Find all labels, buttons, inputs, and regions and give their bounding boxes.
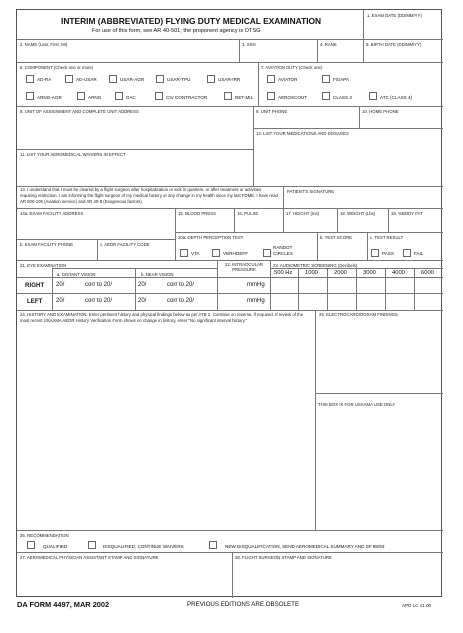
usar-irr-checkbox[interactable] — [207, 75, 215, 83]
vta-checkbox[interactable] — [180, 249, 188, 257]
fail-label: FAIL — [414, 251, 424, 256]
facility-phone-label: b. EXAM FACILITY PHONE — [20, 242, 74, 247]
ssn-label: 3. SSN — [242, 42, 256, 47]
pass-checkbox[interactable] — [371, 249, 379, 257]
body-fat-label: 19. %BODY FAT — [391, 211, 423, 216]
unit-phone-label: 9. UNIT PHONE — [256, 109, 288, 114]
exam-date-field[interactable] — [365, 20, 441, 37]
ssn-field[interactable] — [241, 48, 315, 61]
arng-agr-checkbox[interactable] — [26, 92, 34, 100]
form-title: INTERIM (ABBREVIATED) FLYING DUTY MEDICAL EXAMINATION — [61, 16, 322, 26]
dac-checkbox[interactable] — [115, 92, 123, 100]
test-score-label: b. TEST SCORE — [320, 235, 353, 240]
rank-label: 4. RANK — [320, 42, 337, 47]
verhoeff-label: VERHOEFF — [223, 251, 249, 256]
freq-1000: 1000 — [305, 270, 318, 276]
atc-class-4-label: ATC (CLASS 4) — [380, 95, 413, 100]
eye-exam-label: 21. EYE EXAMINATION — [20, 263, 67, 268]
aeroscout-label: AEROSCOUT — [278, 95, 308, 100]
patient-statement: 13. I understand that I must be cleared by a flight surgeon after hospitalization or sick in quarters, or after treatment or activities requiring restriction. I am informing the flight surgeon of my medical history or any change in my health since my last FDME. I have read AR 600-105 (Aviation service) and AR 40-8 (Exogenous factors). — [20, 187, 278, 204]
arng-checkbox[interactable] — [77, 92, 85, 100]
aeroscout-checkbox[interactable] — [267, 92, 275, 100]
patient-signature-label: PATIENT'S SIGNATURE — [287, 189, 335, 194]
near-vision-label: b. NEAR VISION — [141, 272, 174, 277]
birth-date-label: 5. BIRTH DATE (DD/MM/YY) — [366, 42, 422, 47]
ad-usar-checkbox[interactable] — [65, 75, 73, 83]
new-disqualification-label: NEW DISQUALIFICATION, SEND AEROMEDICAL SUMMARY AND SF 88/93 — [225, 544, 385, 549]
intraocular-pressure-label: 22. INTRAOCULAR PRESSURE — [225, 262, 263, 272]
freq-2000: 2000 — [334, 270, 347, 276]
rank-field[interactable] — [319, 48, 361, 61]
ecg-findings-field[interactable] — [317, 318, 441, 392]
home-phone-label: 10. HOME PHONE — [362, 109, 399, 114]
waivers-label: 11. LIST YOUR AEROMEDICAL WAIVERS IN EFFECT — [20, 152, 126, 157]
weight-field[interactable] — [339, 217, 387, 231]
disqualified-checkbox[interactable] — [88, 541, 96, 549]
pa-stamp-field[interactable] — [19, 561, 229, 596]
birth-date-field[interactable] — [365, 48, 441, 61]
right-eye-label: RIGHT — [25, 282, 45, 289]
class-3-checkbox[interactable] — [322, 92, 330, 100]
freq-3000: 3000 — [363, 270, 376, 276]
class-3-label: CLASS 3 — [333, 95, 352, 100]
aviator-checkbox[interactable] — [267, 75, 275, 83]
qualified-label: QUALIFIED — [43, 544, 68, 549]
ret-mil-label: RET-MIL — [235, 95, 254, 100]
ad-ra-label: AD-RA — [37, 77, 52, 82]
usaama-box-label: THIS BOX IS FOR USAAMA USE ONLY — [318, 402, 396, 407]
name-label: 2. NAME (Last, First, MI) — [20, 42, 68, 47]
history-field[interactable] — [19, 332, 313, 528]
usar-agr-label: USAR-AGR — [120, 77, 145, 82]
usar-tpu-checkbox[interactable] — [156, 75, 164, 83]
fail-checkbox[interactable] — [403, 249, 411, 257]
audiometric-label: 23. AUDIOMETRIC SCREENING (Decibels) — [273, 263, 358, 268]
exam-date-label: 1. EXAM DATE (DD/MM/YY) — [367, 13, 422, 18]
blood-pressure-field[interactable] — [177, 217, 233, 231]
height-field[interactable] — [285, 217, 335, 231]
form-subtitle: For use of this form, see AR 40-501; the proponent agency is OTSG — [92, 28, 261, 34]
left-eye-label: LEFT — [27, 298, 43, 305]
apd-version: APD LC v1.00 — [402, 603, 432, 608]
unit-phone-field[interactable] — [255, 115, 357, 127]
left-iop-unit[interactable]: mmHg — [247, 298, 265, 304]
atc-class-4-checkbox[interactable] — [369, 92, 377, 100]
facility-address-label: 14a. EXAM FACILITY ADDRESS — [20, 211, 84, 216]
left-distant-corrected[interactable]: corr to 20/ — [85, 298, 113, 304]
pa-stamp-label: 27. AEROMEDICAL PHYSICIAN ASSISTANT STAMP AND SIGNATURE — [20, 555, 159, 560]
height-label: 17. HEIGHT (Ins) — [286, 211, 320, 216]
right-distant-corrected[interactable]: corr to 20/ — [85, 282, 113, 288]
civ-contractor-checkbox[interactable] — [155, 92, 163, 100]
left-near-corrected[interactable]: corr to 20/ — [167, 298, 195, 304]
patient-signature-field[interactable] — [285, 195, 441, 207]
right-near-uncorrected[interactable]: 20/ — [138, 282, 147, 288]
usar-agr-checkbox[interactable] — [109, 75, 117, 83]
right-iop-unit[interactable]: mmHg — [247, 282, 265, 288]
unit-address-label: 8. UNIT OF ASSIGNMENT AND COMPLETE UNIT ADDRESS — [20, 109, 139, 114]
blood-pressure-label: 15. BLOOD PRESS — [178, 211, 216, 216]
component-label: 6. COMPONENT (Check one or more) — [20, 65, 94, 70]
fs-stamp-field[interactable] — [234, 561, 441, 596]
freq-500: 500 Hz — [274, 270, 293, 276]
ecg-findings-label: 25. ELECTROCARDIOGRAM FINDINGS — [319, 312, 398, 317]
weight-label: 18. WEIGHT (Lbs) — [340, 211, 376, 216]
unit-address-field[interactable] — [19, 115, 249, 147]
freq-6000: 6000 — [421, 270, 434, 276]
arng-label: ARNG — [88, 95, 102, 100]
randot-label: RANDOT CIRCLES — [273, 245, 293, 256]
dac-label: DAC — [126, 95, 136, 100]
left-distant-uncorrected[interactable]: 20/ — [56, 298, 65, 304]
ret-mil-checkbox[interactable] — [224, 92, 232, 100]
right-distant-uncorrected[interactable]: 20/ — [56, 282, 65, 288]
new-disqualification-checkbox[interactable] — [209, 541, 217, 549]
history-instructions: 24. HISTORY AND EXAMINATION. Enter pertinent history and physical findings below as per ATB 2. Continue on reverse, if required. If review of the most recent USAAMA AEDR History Verification Form shows no change in history, enter "No significant interval history." — [20, 312, 304, 323]
name-field[interactable] — [19, 48, 235, 61]
ad-usar-label: AD-USAR — [76, 77, 97, 82]
vta-label: VTA — [191, 251, 200, 256]
aviation-duty-label: 7. AVIATION DUTY (Check one) — [261, 65, 323, 70]
freq-4000: 4000 — [392, 270, 405, 276]
depth-perception-label: 20a. DEPTH PERCEPTION TEST — [178, 235, 244, 240]
verhoeff-checkbox[interactable] — [212, 249, 220, 257]
randot-checkbox[interactable] — [263, 249, 271, 257]
civ-contractor-label: CIV CONTRACTOR — [166, 95, 208, 100]
waivers-field[interactable] — [19, 158, 251, 185]
usar-irr-label: USAR-IRR — [218, 77, 241, 82]
flying-duty-medical-form — [16, 9, 442, 597]
pulse-label: 16. PULSE — [237, 211, 259, 216]
test-result-label: c. TEST RESULT — [370, 235, 404, 240]
fs-apa-checkbox[interactable] — [322, 75, 330, 83]
qualified-checkbox[interactable] — [27, 541, 35, 549]
aedr-code-label: c. AEDR FACILITY CODE — [100, 242, 150, 247]
editions-obsolete: PREVIOUS EDITIONS ARE OBSOLETE — [187, 601, 300, 608]
fs-stamp-label: 28. FLIGHT SURGEON STAMP AND SIGNATURE — [235, 555, 332, 560]
medications-field[interactable] — [255, 137, 441, 185]
pass-label: PASS — [382, 251, 394, 256]
arng-agr-label: ARNG-AGR — [37, 95, 62, 100]
recommendation-label: 26. RECOMMENDATION — [20, 533, 69, 538]
aviator-label: AVIATOR — [278, 77, 298, 82]
home-phone-field[interactable] — [361, 115, 441, 127]
left-near-uncorrected[interactable]: 20/ — [138, 298, 147, 304]
pulse-field[interactable] — [236, 217, 282, 231]
form-number: DA FORM 4497, MAR 2002 — [17, 600, 110, 609]
facility-address-field[interactable] — [19, 217, 174, 237]
body-fat-field[interactable] — [390, 217, 441, 231]
fs-apa-label: FS/APA — [333, 77, 349, 82]
distant-vision-label: a. DISTANT VISION — [57, 272, 96, 277]
disqualified-label: DISQUALIFIED, CONTINUE WAIVERS — [103, 544, 184, 549]
medications-label: 12. LIST YOUR MEDICATIONS AND DOSAGES — [256, 131, 349, 136]
ad-ra-checkbox[interactable] — [26, 75, 34, 83]
usar-tpu-label: USAR-TPU — [167, 77, 191, 82]
right-near-corrected[interactable]: corr to 20/ — [167, 282, 195, 288]
